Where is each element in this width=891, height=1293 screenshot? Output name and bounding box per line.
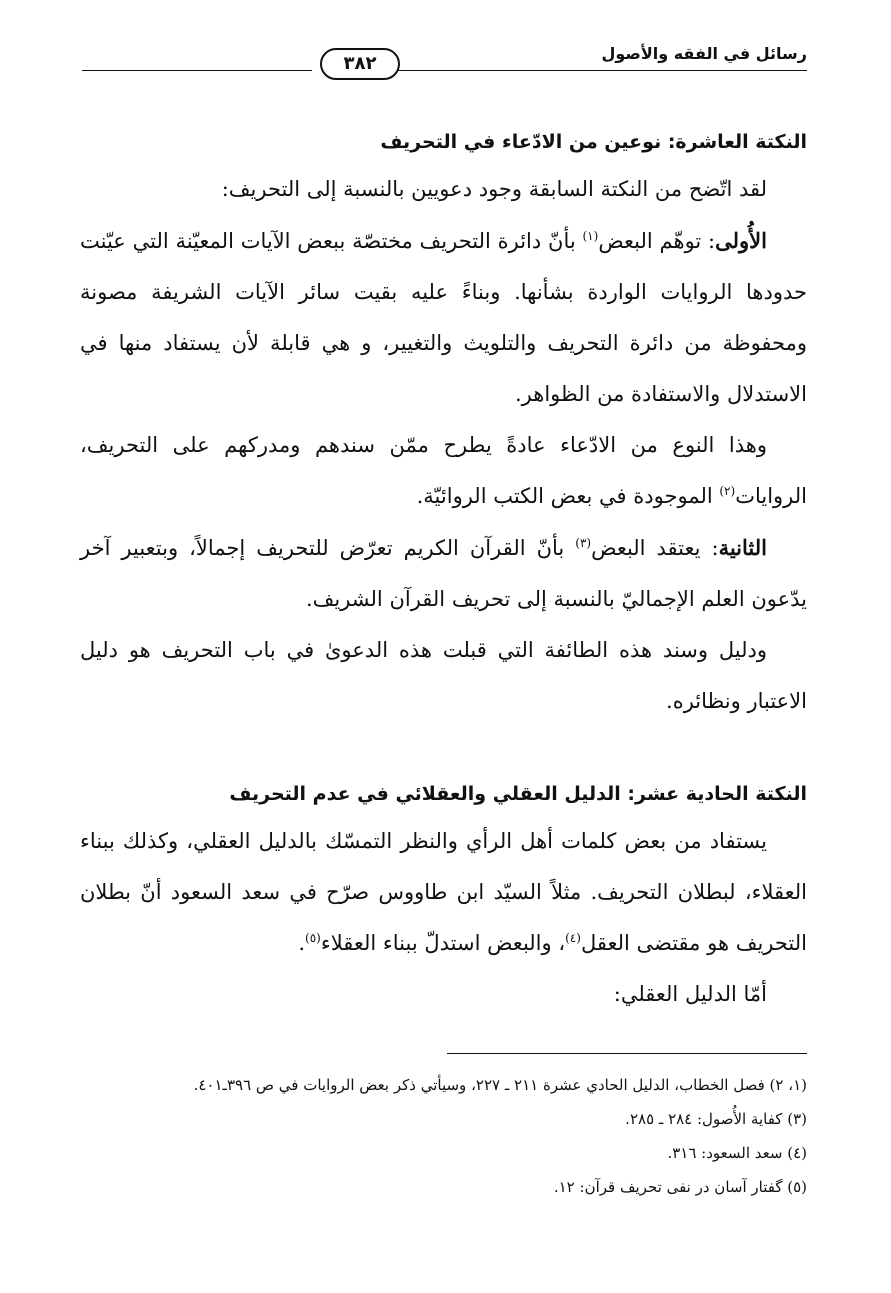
- paragraph-text: الموجودة في بعض الكتب الروائيّة.: [416, 484, 720, 508]
- paragraph-text: ، والبعض استدلّ ببناء العقلاء: [320, 931, 566, 955]
- paragraph: ودليل وسند هذه الطائفة التي قبلت هذه الدعوىٰ في باب التحريف هو دليل الاعتبار ونظائره.: [80, 638, 807, 713]
- footnote-ref: (٤): [565, 931, 581, 945]
- section-heading: النكتة الحادية عشر: الدليل العقلي والعقلائي في عدم التحريف: [229, 783, 807, 805]
- footnotes: [87, 1068, 807, 1204]
- paragraph: [80, 816, 807, 969]
- footnote: (٥) گفتار آسان در نفی تحریف قرآن: ١٢.: [553, 1178, 807, 1196]
- paragraph-label: الأُولى: [715, 228, 767, 253]
- footnote-ref: (٣): [575, 536, 592, 550]
- header-title: رسائل في الفقه والأصول: [601, 44, 807, 63]
- paragraph-text: بأنّ دائرة التحريف مختصّة ببعض الآيات المعيّنة التي عيّنت حدودها الروايات الواردة بشأنها. وبناءً عليه بقيت سائر الآيات الشريفة مصونة ومحفوظة من دائرة التحريف والتلويث والتغيير، و هي قابلة لأن يستفاد منها في الاستدلال والاستفادة من الظواهر.: [80, 229, 807, 406]
- main-text: [80, 120, 807, 1020]
- paragraph: [80, 420, 807, 522]
- footnote: (٤) سعد السعود: ٣١٦.: [667, 1144, 807, 1162]
- footnote-ref: (٢): [719, 484, 736, 498]
- header-rule: [387, 70, 807, 71]
- paragraph-text: بأنّ القرآن الكريم تعرّض للتحريف إجمالاً، وبتعبير آخر يدّعون العلم الإجماليّ بالنسبة إلى تحريف القرآن الشريف.: [80, 536, 807, 611]
- footnote-ref: (٥): [305, 931, 321, 945]
- paragraph-text: : يعتقد البعض: [591, 536, 719, 560]
- paragraph: أمّا الدليل العقلي:: [613, 982, 767, 1006]
- footnote: (٣) كفاية الأُصول: ٢٨٤ ـ ٢٨٥.: [625, 1110, 807, 1128]
- paragraph: لقد اتّضح من النكتة السابقة وجود دعويين بالنسبة إلى التحريف:: [221, 177, 767, 201]
- paragraph-text: : توهّم البعض: [598, 229, 716, 253]
- running-header: [82, 40, 807, 84]
- paragraph: [80, 215, 807, 420]
- paragraph: [80, 522, 807, 625]
- footnote: (١، ٢) فصل الخطاب، الدليل الحادي عشرة ٢١١ ـ ٢٢٧، وسيأتي ذكر بعض الروايات في ص ٣٩٦ـ٤٠١.: [193, 1076, 807, 1094]
- header-rule: [82, 70, 312, 71]
- paragraph-label: الثانية: [718, 535, 767, 560]
- paragraph-text: وهذا النوع من الادّعاء عادةً يطرح ممّن سندهم ومدركهم على التحريف، الروايات: [80, 433, 807, 508]
- page-number: ٣٨٢: [320, 48, 400, 80]
- footnote-ref: (١): [582, 229, 599, 243]
- paragraph-text: يستفاد من بعض كلمات أهل الرأي والنظر التمسّك بالدليل العقلي، وكذلك ببناء العقلاء، لبطلان التحريف. مثلاً السيّد ابن طاووس صرّح في سعد السعود أنّ بطلان التحريف هو مقتضى العقل: [80, 829, 807, 955]
- paragraph-text: .: [298, 931, 305, 955]
- footnote-separator: [447, 1053, 807, 1054]
- section-heading: النكتة العاشرة: نوعين من الادّعاء في التحريف: [380, 131, 807, 153]
- section-spacer: [80, 727, 807, 772]
